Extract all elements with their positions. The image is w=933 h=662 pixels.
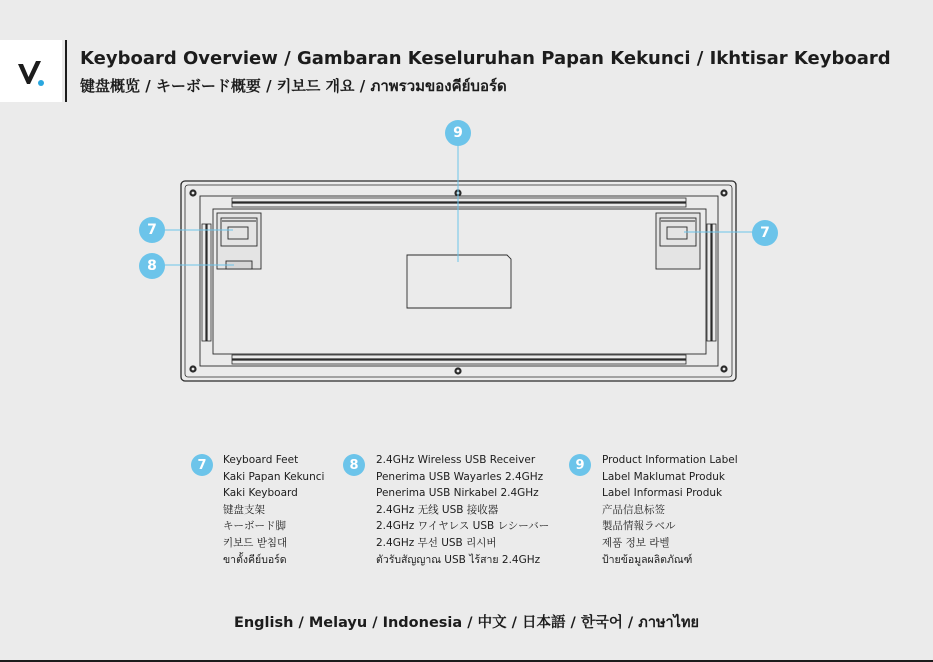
legend-line: Penerima USB Nirkabel 2.4GHz [376, 487, 539, 500]
legend-line: 2.4GHz 무선 USB 리시버 [376, 536, 497, 549]
legend-number: 7 [191, 454, 213, 476]
legend-line: Penerima USB Wayarles 2.4GHz [376, 470, 544, 483]
language-list: English / Melayu / Indonesia / 中文 / 日本語 / 한국어 / ภาษาไทย [233, 615, 700, 631]
legend-line: Keyboard Feet [223, 454, 299, 466]
legend-line: Kaki Keyboard [223, 487, 298, 500]
right-keyboard-foot [656, 213, 700, 269]
legend-line: 产品信息标签 [602, 503, 665, 516]
legend-line: 2.4GHz ワイヤレス USB レシーバー [376, 520, 550, 533]
legend-line: Kaki Papan Kekunci [223, 470, 325, 483]
legend-line: 키보드 받침대 [223, 536, 288, 549]
page-title: Keyboard Overview / Gambaran Keseluruhan Papan Kekunci / Ikhtisar Keyboard [80, 48, 891, 69]
legend-line: ขาตั้งคีย์บอร์ด [223, 553, 287, 566]
legend-line: 製品情報ラベル [602, 520, 676, 533]
legend-line: 제품 정보 라벨 [602, 536, 670, 549]
left-keyboard-foot [217, 213, 261, 269]
legend-line: 键盘支架 [223, 503, 265, 516]
legend-line: ป้ายข้อมูลผลิตภัณฑ์ [602, 553, 693, 566]
legend-line: Label Maklumat Produk [602, 470, 725, 483]
legend-line: キーボード脚 [223, 520, 286, 533]
callout-product-label: 9 [445, 120, 471, 146]
legend-line: ตัวรับสัญญาณ USB ไร้สาย 2.4GHz [376, 553, 541, 566]
callout-left-foot: 7 [139, 217, 165, 243]
legend-number: 9 [569, 454, 591, 476]
page-title-translations: 键盘概览 / キーボード概要 / 키보드 개요 / ภาพรวมของคีย์บอร์ด [80, 77, 507, 95]
legend-number: 8 [343, 454, 365, 476]
callout-receiver: 8 [139, 253, 165, 279]
legend-line: 2.4GHz Wireless USB Receiver [376, 454, 536, 466]
legend-line: Product Information Label [602, 454, 738, 466]
callout-right-foot: 7 [752, 220, 778, 246]
legend-line: 2.4GHz 无线 USB 接收器 [376, 503, 499, 516]
legend-line: Label Informasi Produk [602, 487, 723, 500]
